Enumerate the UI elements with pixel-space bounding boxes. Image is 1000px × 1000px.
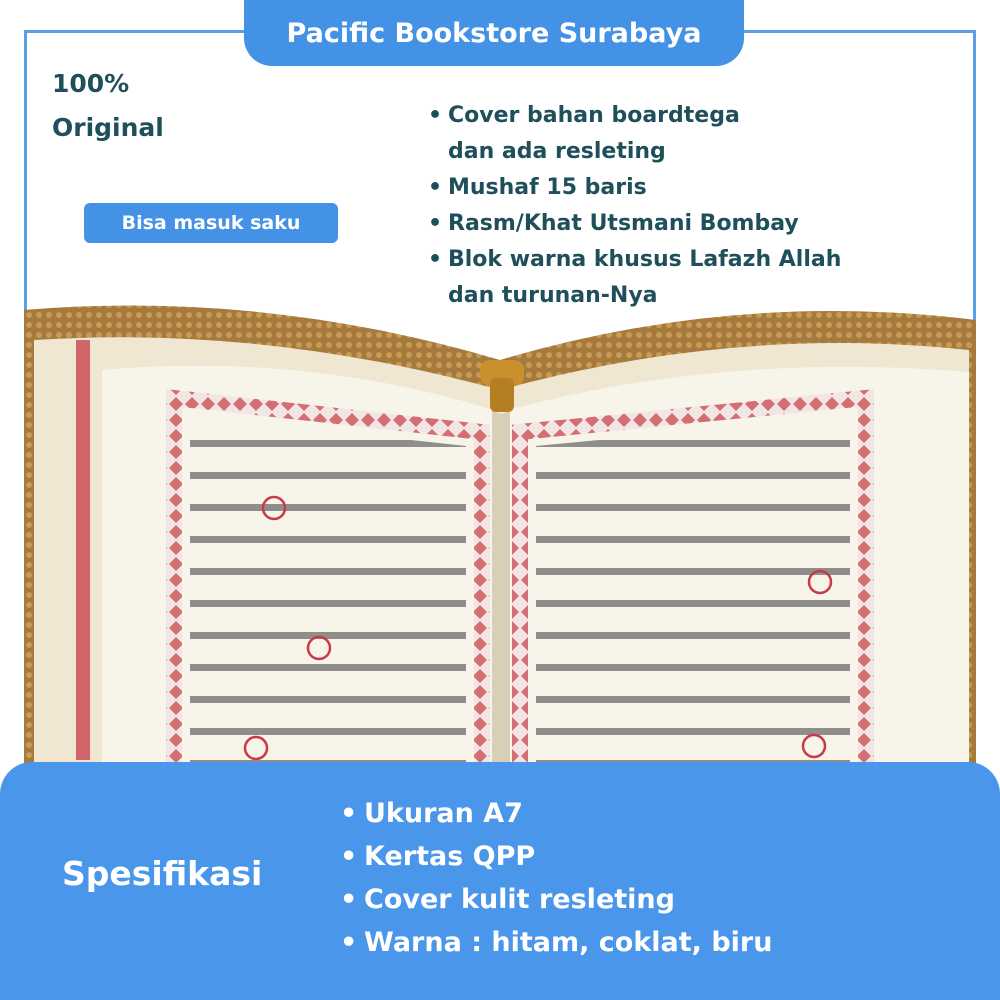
spec-item: • Warna : hitam, coklat, biru [340, 921, 772, 964]
feature-item [428, 242, 841, 314]
spec-item: • Ukuran A7 [340, 792, 772, 835]
feature-line: • Blok warna khusus Lafazh Allah [448, 247, 842, 272]
store-title-banner [244, 0, 744, 66]
feature-line: dan turunan-Nya [448, 283, 658, 308]
original-percent: 100% [52, 69, 130, 98]
left-text-block [190, 416, 466, 770]
book-gutter [492, 408, 510, 770]
pocket-badge-label: Bisa masuk saku [121, 212, 301, 234]
spec-item: • Cover kulit resleting [340, 878, 772, 921]
right-text-block [536, 416, 850, 770]
feature-item [428, 206, 841, 242]
spec-item: • Kertas QPP [340, 835, 772, 878]
pocket-badge [84, 203, 338, 243]
original-label: Original [52, 113, 164, 142]
feature-item [428, 98, 841, 170]
spec-list [340, 792, 772, 964]
open-quran-photo [24, 300, 976, 770]
feature-list [428, 98, 841, 314]
spec-panel [0, 762, 1000, 1000]
red-page-edge [76, 340, 90, 760]
spec-title: Spesifikasi [62, 854, 263, 893]
original-badge [52, 62, 164, 150]
store-title: Pacific Bookstore Surabaya [286, 17, 702, 49]
feature-line: dan ada resleting [448, 139, 666, 164]
feature-line: • Rasm/Khat Utsmani Bombay [448, 211, 799, 236]
feature-line: • Mushaf 15 baris [448, 175, 647, 200]
feature-item [428, 170, 841, 206]
feature-line: • Cover bahan boardtega [448, 103, 740, 128]
